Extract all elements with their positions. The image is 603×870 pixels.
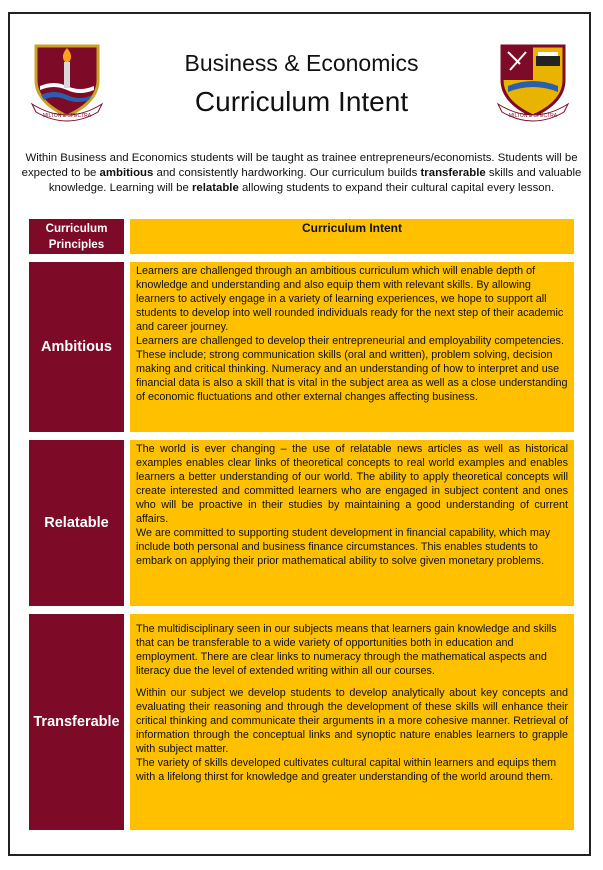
principle-transferable: Transferable — [29, 614, 124, 830]
principle-ambitious: Ambitious — [29, 262, 124, 432]
intent-paragraph: Learners are challenged through an ambitious curriculum which will enable depth of knowledge and understanding and also equip them with relevant skills. By allowing learners to actively engage in a variety of learning experiences, we hope to support all students to develop into well rounded individuals ready for the next step of their academic and career journey. — [136, 265, 564, 333]
page-title-line1: Business & Economics — [184, 50, 419, 76]
intent-paragraph: Learners are challenged to develop their entrepreneurial and employability competencies. These include; strong communication skills (oral and written), problem solving, decision making and critical thinking. Numeracy and an understanding of how to interpret and use financial data is also a skill that is vital in the subject area as well as a close understanding of economic fluctuations and other external changes affecting business. — [136, 335, 568, 403]
intent-paragraph: We are committed to supporting student development in financial capability, which may include both personal and business finance circumstances. This enables students to embark on applying their prior mathematical ability to solve given monetary problems. — [136, 527, 551, 567]
intro-text: and consistently hardworking. Our curriculum builds — [153, 167, 421, 179]
keyword-relatable: relatable — [191, 182, 239, 194]
intro-text: Within Business and Economics students will be taught as trainee entrepreneurs/economists. Students will be expected to be — [21, 152, 578, 179]
intent-ambitious — [130, 262, 574, 432]
intro-text: allowing students to expand their cultural capital every lesson. — [238, 182, 555, 194]
svg-text:MILTON & SPECTRA: MILTON & SPECTRA — [508, 113, 558, 119]
principle-relatable: Relatable — [29, 440, 124, 606]
keyword-transferable: transferable — [420, 167, 486, 179]
intro-paragraph — [16, 151, 587, 196]
keyword-ambitious: ambitious — [99, 167, 154, 179]
intent-transferable — [130, 614, 574, 830]
intro-text: skills and valuable knowledge. Learning will be — [48, 167, 582, 194]
column-header-principles: Curriculum Principles — [29, 219, 124, 254]
intent-paragraph: The multidisciplinary seen in our subjects means that learners gain knowledge and skills that can be transferable to a wide variety of opportunities both in education and employment. There are clear links to numeracy through the mathematical aspects and literacy due the level of extended writing within all our courses. — [136, 623, 557, 677]
page-title-line2: Curriculum Intent — [194, 86, 409, 117]
svg-text:MILTON & SPECTRA: MILTON & SPECTRA — [42, 113, 92, 119]
intent-paragraph: The variety of skills developed cultivates cultural capital within learners and equips them with a lifelong thirst for knowledge and greater understanding of the world around them. — [136, 757, 557, 783]
intent-paragraph: The world is ever changing – the use of relatable news articles as well as historical examples enables clear links of theoretical concepts to real world examples and enables learners a better understanding of our world. The ability to apply theoretical concepts will create interested and committed learners who are engaged in subject content and ones who will be proactive in their studies by maintaining a good understanding of current affairs. — [136, 443, 568, 525]
intent-paragraph: Within our subject we develop students to develop analytically about key concepts and evaluating their reasoning and through the development of these skills will enhance their critical thinking and communicate their arguments in a more cohesive manner. Retrieval of information through the conceptual links and synoptic nature enables learners to grapple with subject matter. — [136, 687, 568, 755]
intent-relatable — [130, 440, 574, 606]
column-header-intent: Curriculum Intent — [130, 219, 574, 254]
